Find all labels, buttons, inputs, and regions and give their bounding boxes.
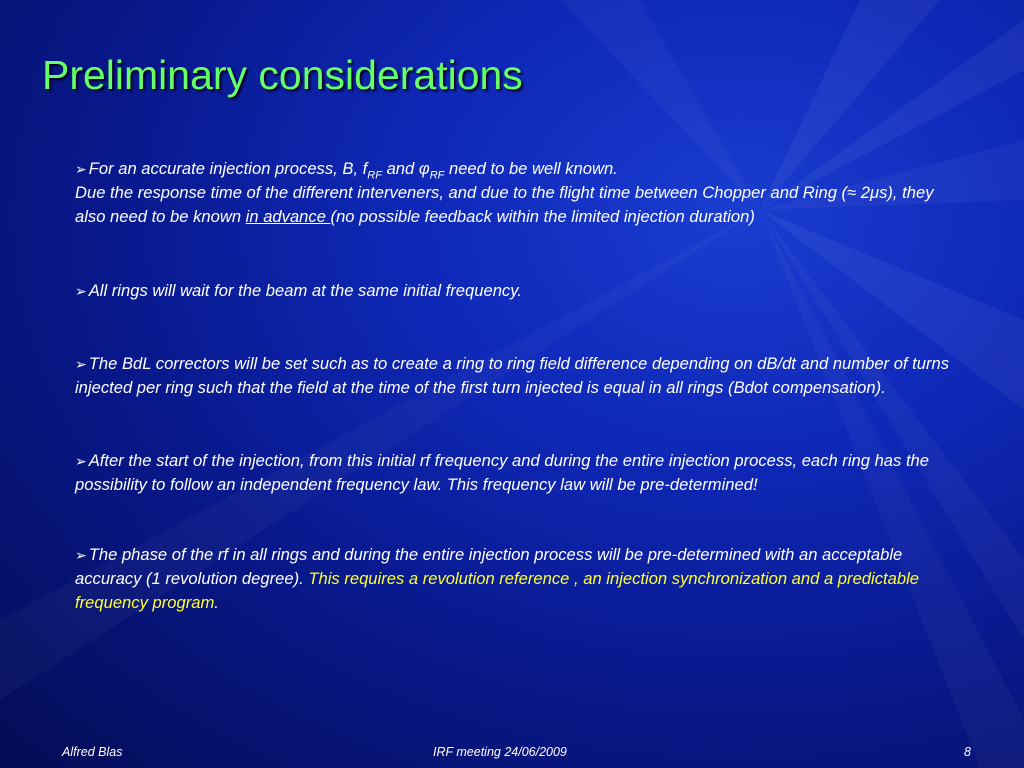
arrowhead-bullet-icon: ➢ bbox=[75, 356, 87, 372]
slide-body bbox=[75, 157, 950, 615]
slide-title: Preliminary considerations bbox=[42, 52, 523, 98]
bullet-text: For an accurate injection process, B, f bbox=[88, 159, 368, 178]
footer-page-number: 8 bbox=[964, 745, 971, 759]
arrowhead-bullet-icon: ➢ bbox=[75, 453, 87, 469]
arrowhead-bullet-icon: ➢ bbox=[75, 547, 87, 563]
bullet-frequency-law bbox=[75, 449, 950, 497]
bullet-text: The BdL correctors will be set such as to create a ring to ring field difference depending on dB/dt and number of turns injected per ring such that the field at the time of the first turn injected is equal in all rings (Bdot compensation). bbox=[75, 354, 950, 397]
subscript-rf: RF bbox=[429, 169, 445, 182]
highlighted-text: This requires a revolution reference , an injection synchronization and a predictable frequency program bbox=[75, 569, 919, 612]
bullet-text: The phase of the rf in all rings and during the entire injection process will be pre-determined with an acceptable accuracy (1 revolution degree). bbox=[75, 545, 903, 588]
bullet-rf-phase bbox=[75, 543, 950, 615]
bullet-text: and φ bbox=[381, 159, 430, 178]
underlined-text: in advance bbox=[245, 207, 331, 226]
arrowhead-bullet-icon: ➢ bbox=[75, 283, 87, 299]
bullet-bdl-correctors bbox=[75, 352, 950, 400]
footer-author: Alfred Blas bbox=[62, 745, 123, 759]
bullet-text: After the start of the injection, from this initial rf frequency and during the entire injection process, each ring has the possibility to follow an independent frequency law. This frequency law will be pre-determined! bbox=[75, 451, 930, 494]
subscript-rf: RF bbox=[367, 169, 382, 182]
bullet-text: All rings will wait for the beam at the same initial frequency. bbox=[88, 281, 522, 300]
bullet-text: (no possible feedback within the limited injection duration) bbox=[330, 207, 755, 226]
bullet-text: . bbox=[214, 593, 219, 612]
bullet-text: need to be well known. bbox=[444, 159, 618, 178]
bullet-injection-parameters bbox=[75, 157, 950, 229]
footer-event: IRF meeting 24/06/2009 bbox=[433, 745, 567, 759]
bullet-text: Due the response time of the different interveners, and due to the flight time between Chopper and Ring (≈ 2μs), they also need to be known bbox=[75, 183, 934, 226]
arrowhead-bullet-icon: ➢ bbox=[75, 161, 87, 177]
bullet-initial-frequency bbox=[75, 279, 950, 303]
